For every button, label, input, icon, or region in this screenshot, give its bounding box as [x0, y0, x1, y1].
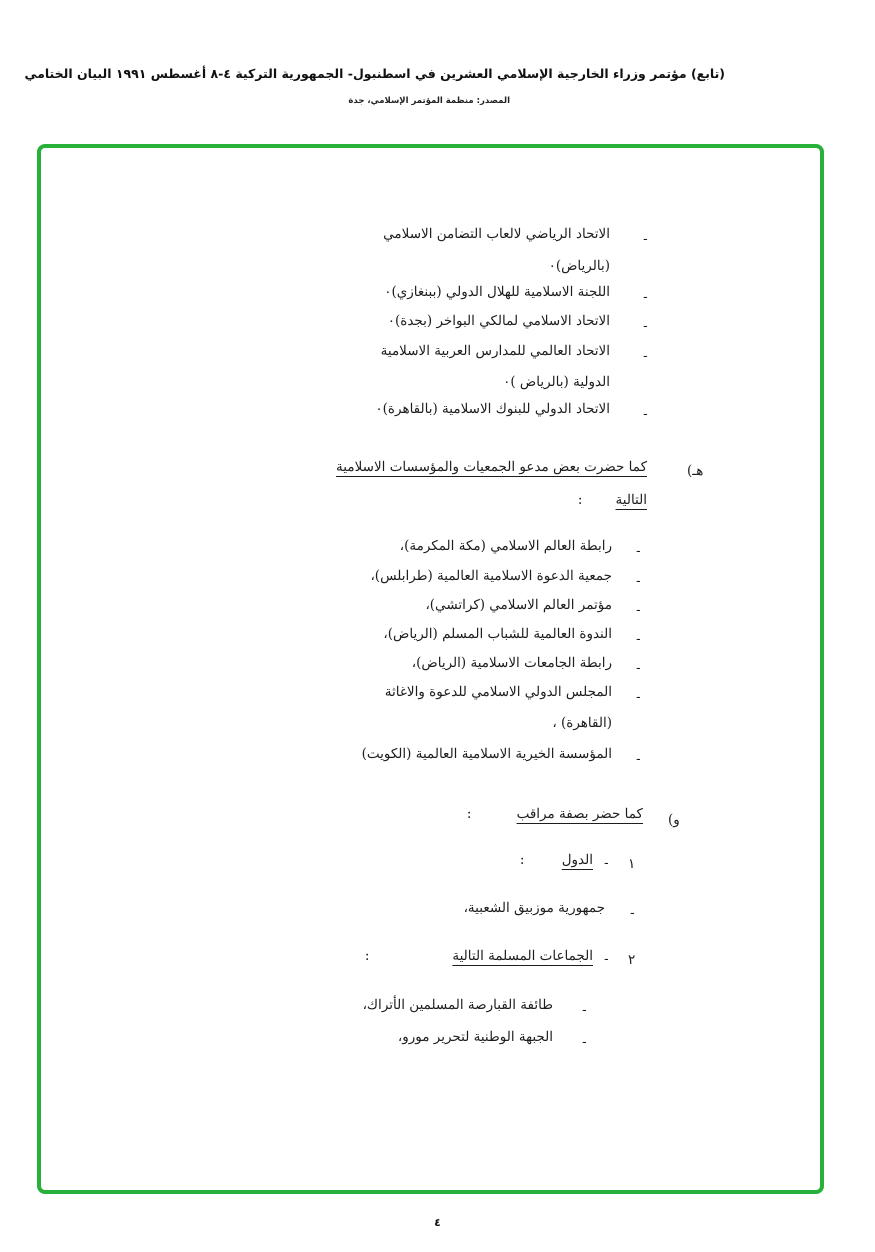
section-heading-continued: التالية — [615, 492, 647, 508]
item-dash: - — [636, 752, 641, 767]
heading-colon: : — [519, 852, 525, 868]
item-dash: - — [643, 290, 648, 305]
item-text: طائفة القبارصة المسلمين الأتراك، — [362, 997, 553, 1013]
item-text: جمهورية موزبيق الشعبية، — [463, 900, 605, 916]
item-dash: - — [636, 661, 641, 676]
item-text: الاتحاد الدولي للبنوك الاسلامية (بالقاهرة)٠ — [375, 401, 610, 417]
item-dash: - — [636, 603, 641, 618]
item-text: المؤسسة الخيرية الاسلامية العالمية (الكويت) — [361, 746, 612, 762]
section-heading: كما حضر بصفة مراقب — [516, 806, 643, 822]
item-dash: - — [636, 574, 641, 589]
subsection-number: ٢ — [628, 952, 636, 968]
document-source: المصدر: منظمة المؤتمر الإسلامي، جدة — [348, 96, 510, 106]
item-dash: - — [636, 544, 641, 559]
item-text: الاتحاد العالمي للمدارس العربية الاسلامية — [380, 343, 610, 359]
item-text: رابطة العالم الاسلامي (مكة المكرمة)، — [399, 538, 612, 554]
heading-colon: : — [577, 492, 583, 508]
item-dash: - — [643, 349, 648, 364]
item-text: المجلس الدولي الاسلامي للدعوة والاغاثة — [384, 684, 612, 700]
item-text: جمعية الدعوة الاسلامية العالمية (طرابلس)، — [370, 568, 612, 584]
item-text: رابطة الجامعات الاسلامية (الرياض)، — [411, 655, 612, 671]
item-text: الندوة العالمية للشباب المسلم (الرياض)، — [383, 626, 612, 642]
section-heading: كما حضرت بعض مدعو الجمعيات والمؤسسات الاسلامية — [336, 459, 647, 475]
item-dash: - — [643, 319, 648, 334]
heading-colon: : — [466, 806, 472, 822]
heading-colon: : — [364, 948, 370, 964]
item-text: الاتحاد الاسلامي لمالكي البواخر (بجدة)٠ — [387, 313, 610, 329]
item-dash: - — [643, 232, 648, 247]
item-text: مؤتمر العالم الاسلامي (كراتشي)، — [425, 597, 612, 613]
section-marker: هـ) — [687, 463, 704, 479]
item-dash: - — [636, 632, 641, 647]
item-text-continued: الدولية (بالرياض )٠ — [503, 374, 610, 390]
document-title: (تابع) مؤتمر وزراء الخارجية الإسلامي العشرين في اسطنبول- الجمهورية التركية ٤-٨ أغسطس ١٩٩١ البيان الختامي — [24, 66, 725, 81]
item-dash: - — [643, 407, 648, 422]
subsection-dash: - — [604, 856, 609, 871]
item-dash: - — [582, 1003, 587, 1018]
item-text: الاتحاد الرياضي لالعاب التضامن الاسلامي — [383, 226, 610, 242]
subsection-heading: الدول — [561, 852, 593, 868]
item-dash: - — [582, 1035, 587, 1050]
item-text: الجبهة الوطنية لتحرير مورو، — [397, 1029, 553, 1045]
item-text-continued: (بالرياض)٠ — [548, 258, 610, 274]
subsection-dash: - — [604, 952, 609, 967]
section-marker: و) — [668, 812, 680, 828]
item-dash: - — [630, 906, 635, 921]
page-number: ٤ — [434, 1216, 441, 1229]
subsection-heading: الجماعات المسلمة التالية — [452, 948, 593, 964]
subsection-number: ١ — [628, 856, 636, 872]
item-dash: - — [636, 690, 641, 705]
item-text: اللجنة الاسلامية للهلال الدولي (ببنغازي)٠ — [384, 284, 610, 300]
item-text-continued: (القاهرة) ، — [552, 715, 612, 731]
